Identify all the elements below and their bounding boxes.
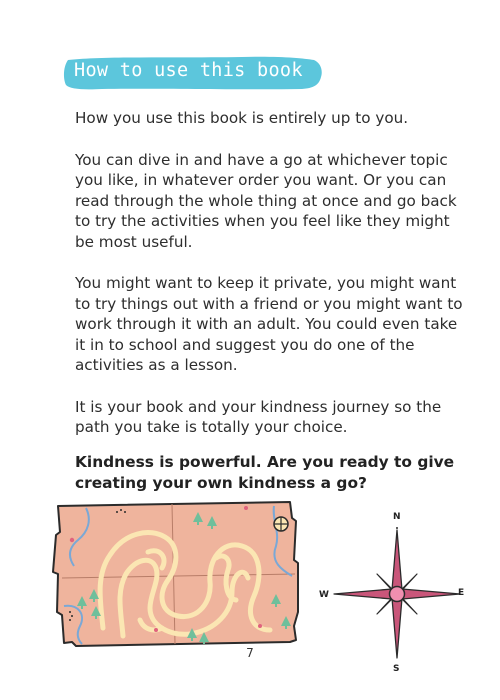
paragraph-1: How you use this book is entirely up to you. [75, 109, 409, 127]
paragraph-2: You can dive in and have a go at whichever topic you like, in whatever order you want. Or you can read through the whole thing at once and go back to try the activities when you feel like they might be most useful. [75, 150, 457, 251]
section-title: How to use this book [74, 60, 303, 81]
compass-south-label: S [393, 664, 400, 674]
compass-rose-icon [334, 527, 460, 658]
target-icon [274, 517, 288, 531]
paragraph-4: It is your book and your kindness journey so the path you take is totally your choice. [75, 397, 442, 436]
compass-north-label: N [393, 512, 401, 522]
treasure-map [53, 502, 298, 646]
compass-west-label: W [319, 590, 329, 600]
paragraph-3: You might want to keep it private, you might want to try things out with a friend or you might want to work through it with an adult. You could even take it in to school and suggest you do one of the activities as a lesson. [75, 274, 463, 374]
compass-center [390, 587, 405, 602]
callout-text: Kindness is powerful. Are you ready to give creating your own kindness a go? [75, 453, 455, 492]
compass-east-label: E [458, 588, 465, 598]
page-number: 7 [246, 646, 254, 660]
